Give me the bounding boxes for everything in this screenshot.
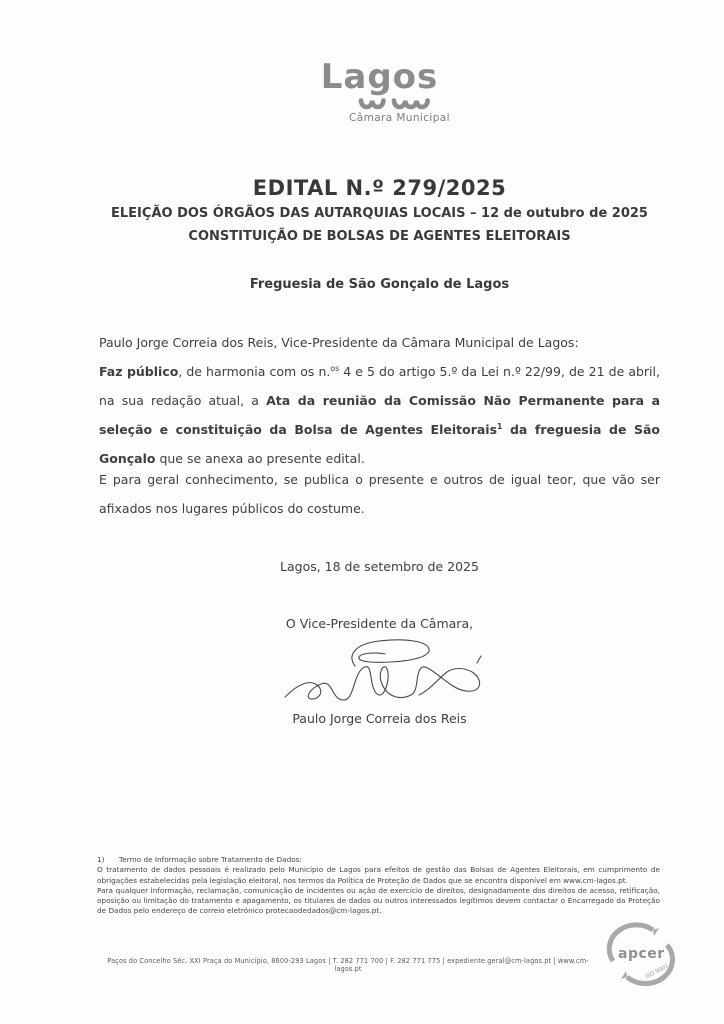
- logo-waves-icon: [358, 96, 436, 111]
- text-segment: , de harmonia com os n.: [178, 364, 331, 379]
- signer-name: Paulo Jorge Correia dos Reis: [292, 711, 467, 726]
- footnote-paragraph: Para qualquer informação, reclamação, comunicação de incidentes ou ação de exercício de direitos, designadamente dos direitos de acesso, retificação, oposição ou limitação do tratamento e apagamento, os titulares de dados ou outros interessados legítimos devem contactar o Encarregado da Proteção de Dados pelo endereço de correio eletrónico protecaodedados@cm-lagos.pt.: [97, 885, 660, 916]
- constitution-subtitle: CONSTITUIÇÃO DE BOLSAS DE AGENTES ELEITORAIS: [188, 229, 571, 244]
- footnote-paragraph: O tratamento de dados pessoais é realizado pelo Município de Lagos para efeitos de gestão das Bolsas de Agentes Eleitorais, em cumprimento de obrigações estabelecidas pela legislação eleitoral, nos termos da Política de Proteção de Dados que se encontra disponível em www.cm-lagos.pt.: [97, 865, 660, 885]
- municipal-logo: [99, 57, 660, 124]
- footer-address: Paços do Concelho Séc. XXI Praça do Município, 8600-293 Lagos | T. 282 771 700 | F. 282 771 775 | expediente.geral@cm-lagos.pt | www.cm-lagos.pt: [107, 957, 589, 973]
- apcer-certification-stamp-icon: [599, 919, 681, 989]
- text-segment: que se anexa ao presente edital.: [155, 451, 365, 466]
- apcer-stamp-label: apcer: [618, 946, 665, 962]
- text-segment-bold: da freguesia de São Gonçalo: [99, 422, 660, 466]
- page-title: EDITAL N.º 279/2025: [252, 176, 507, 200]
- text-superscript: os: [330, 363, 340, 373]
- paragraph-conhecimento: E para geral conhecimento, se publica o presente e outros de igual teor, que vão ser afixados nos lugares públicos do costume.: [99, 472, 660, 516]
- text-segment: 4 e 5 do artigo 5.º da Lei n.º 22/99, de 21 de abril, na sua redação atual, a: [99, 364, 660, 408]
- signer-title: O Vice-Presidente da Câmara,: [285, 616, 474, 631]
- signature-image: [281, 637, 495, 709]
- dateline: Lagos, 18 de setembro de 2025: [280, 559, 479, 574]
- logo-subtitle: Câmara Municipal: [349, 112, 450, 124]
- footnote-heading-text: Termo de Informação sobre Tratamento de Dados:: [119, 855, 302, 864]
- footnote-reference: 1: [497, 421, 503, 431]
- intro-line: Paulo Jorge Correia dos Reis, Vice-Presidente da Câmara Municipal de Lagos:: [99, 335, 579, 350]
- logo-wordmark: Lagos: [320, 57, 439, 97]
- text-segment-bold: Ata da reunião da Comissão Não Permanente para a seleção e constituição da Bolsa de Agentes Eleitorais: [99, 393, 661, 437]
- paragraph-faz-publico: [99, 357, 660, 473]
- election-subtitle: ELEIÇÃO DOS ÓRGÃOS DAS AUTARQUIAS LOCAIS – 12 de outubro de 2025: [111, 206, 648, 221]
- parish-heading: Freguesia de São Gonçalo de Lagos: [249, 277, 510, 292]
- footnote-number: 1): [97, 855, 105, 864]
- text-segment-bold: Faz público: [99, 364, 179, 379]
- footnote-heading: [97, 855, 660, 865]
- apcer-stamp-iso-label: ISO 9001: [644, 963, 670, 981]
- footnote-block: [97, 855, 660, 917]
